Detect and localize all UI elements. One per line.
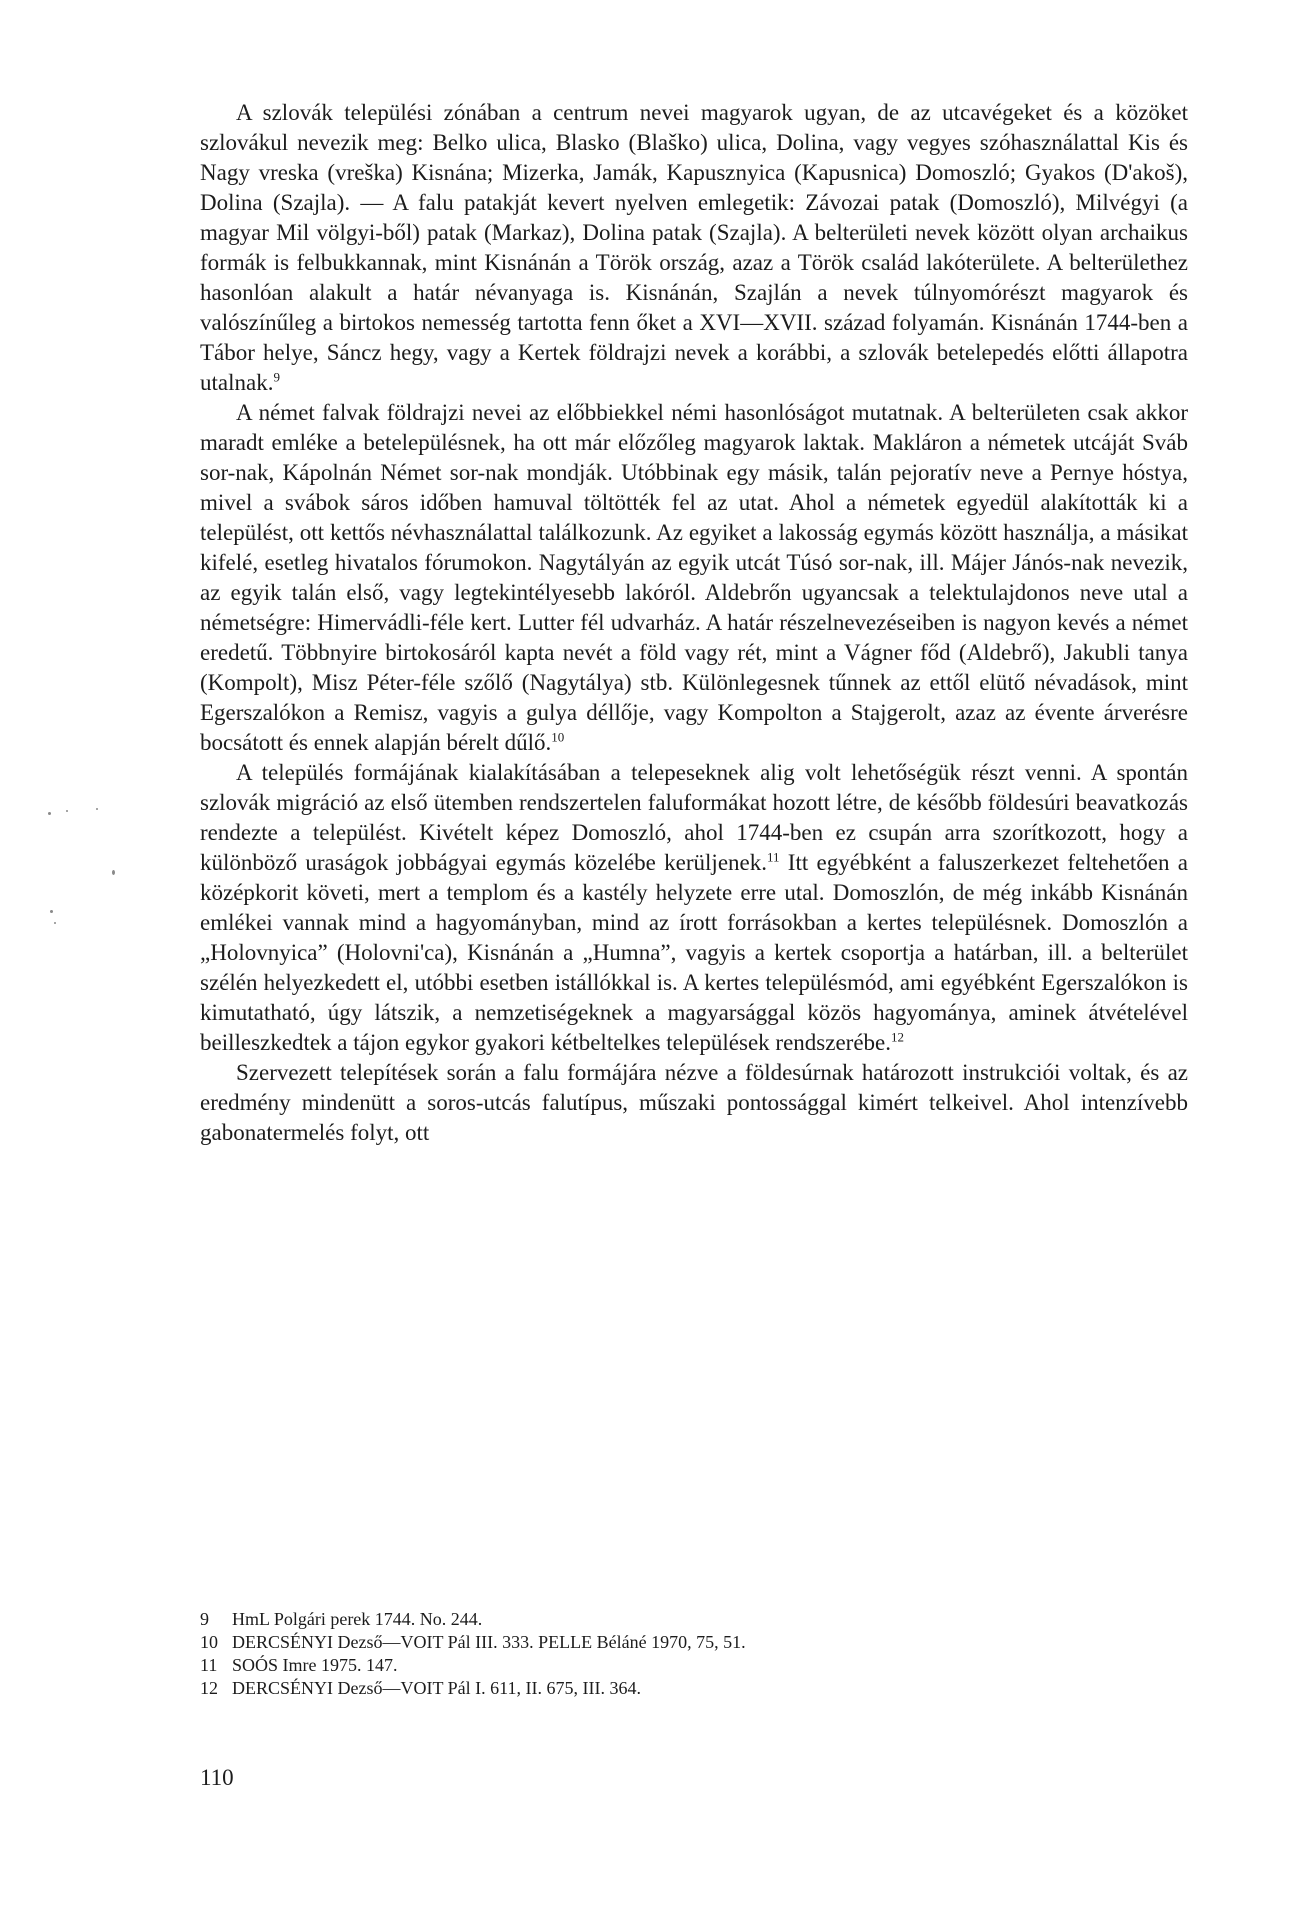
footnote-ref: 10 (551, 729, 565, 745)
body-text (200, 98, 1188, 1148)
paragraph-2 (200, 398, 1188, 758)
footnote-text: SOÓS Imre 1975. 147. (232, 1655, 398, 1675)
page-number: 110 (200, 1765, 234, 1790)
footnote (200, 1608, 1188, 1631)
paragraph-4 (200, 1058, 1188, 1148)
footnote-number: 12 (200, 1678, 218, 1698)
scan-speck (54, 922, 56, 924)
scan-speck (96, 808, 98, 810)
footnote-text: DERCSÉNYI Dezső—VOIT Pál III. 333. PELLE Béláné 1970, 75, 51. (232, 1632, 746, 1652)
footnote-text: HmL Polgári perek 1744. No. 244. (232, 1609, 483, 1629)
footnote (200, 1654, 1188, 1677)
footnote (200, 1677, 1188, 1700)
footnote-number: 10 (200, 1632, 218, 1652)
paragraph-text: A település formájának kialakításában a telepeseknek alig volt lehetőségük részt venni. A spontán szlovák migráció az első ütemben rendszertelen faluformákat hozott létre, de később földesúri beavatkozás rendezte a települést. Kivételt képez Domoszló, ahol 1744-ben ez csupán arra szorítkozott, hogy a különböző uraságok jobbágyai egymás közelébe kerüljenek. (200, 760, 1188, 875)
scan-speck (66, 810, 68, 812)
paragraph-3 (200, 758, 1188, 1058)
paragraph-text: Szervezett telepítések során a falu formájára nézve a földesúrnak határozott instrukciói voltak, és az eredmény mindenütt a soros-utcás falutípus, műszaki pontossággal kimért telkeivel. Ahol intenzívebb gabonatermelés folyt, ott (200, 1060, 1188, 1145)
scan-speck (112, 870, 115, 875)
scan-speck (48, 812, 51, 815)
footnote-ref: 11 (766, 849, 780, 865)
footnote-number: 9 (200, 1609, 209, 1629)
paragraph-1 (200, 98, 1188, 398)
footnote-ref: 12 (891, 1029, 904, 1045)
footnote-ref: 9 (273, 369, 280, 385)
footnote-number: 11 (200, 1655, 218, 1675)
scan-speck (50, 910, 53, 913)
paragraph-text: A német falvak földrajzi nevei az előbbiekkel némi hasonlóságot mutatnak. A belterületen csak akkor maradt emléke a betelepülésnek, ha ott már előzőleg magyarok laktak. Makláron a németek utcáját Sváb sor-nak, Kápolnán Német sor-nak mondják. Utóbbinak egy másik, talán pejoratív neve a Pernye hóstya, mivel a svábok sáros időben hamuval töltötték fel az utat. Ahol a németek egyedül alakították ki a települést, ott kettős névhasználattal találkozunk. Az egyiket a lakosság egymás között használja, a másikat kifelé, esetleg hivatalos fórumokon. Nagytályán az egyik utcát Túsó sor-nak, ill. Májer Jánós-nak nevezik, az egyik talán első, vagy legtekintélyesebb lakóról. Aldebrőn ugyancsak a telektulajdonos neve utal a németségre: Himervádli-féle kert. Lutter fél udvarház. A határ részelnevezéseiben is nagyon kevés a német eredetű. Többnyire birtokosáról kapta nevét a föld vagy rét, mint a Vágner főd (Aldebrő), Jakubli tanya (Kompolt), Misz Péter-féle szőlő (Nagytálya) stb. Különlegesnek tűnnek az ettől elütő névadások, mint Egerszalókon a Remisz, vagyis a gulya déllője, vagy Kompolton a Stajgerolt, azaz az évente árverésre bocsátott és ennek alapján bérelt dűlő. (200, 400, 1188, 755)
footnote (200, 1631, 1188, 1654)
paragraph-text: A szlovák települési zónában a centrum nevei magyarok ugyan, de az utcavégeket és a közöket szlovákul nevezik meg: Belko ulica, Blasko (Blaško) ulica, Dolina, vagy vegyes szóhasználattal Kis és Nagy vreska (vreška) Kisnána; Mizerka, Jamák, Kapusznyica (Kapusnica) Domoszló; Gyakos (D'akoš), Dolina (Szajla). — A falu patakját kevert nyelven emlegetik: Závozai patak (Domoszló), Milvégyi (a magyar Mil völgyi-ből) patak (Markaz), Dolina patak (Szajla). A belterületi nevek között olyan archaikus formák is felbukkannak, mint Kisnánán a Török ország, azaz a Török család lakóterülete. A belterülethez hasonlóan alakult a határ névanyaga is. Kisnánán, Szajlán a nevek túlnyomórészt magyarok és valószínűleg a birtokos nemesség tartotta fenn őket a XVI—XVII. század folyamán. Kisnánán 1744-ben a Tábor helye, Sáncz hegy, vagy a Kertek földrajzi nevek a korábbi, a szlovák betelepedés előtti állapotra utalnak. (200, 100, 1188, 395)
paragraph-text-continued: Itt egyébként a faluszerkezet feltehetően a középkorit követi, mert a templom és a kastély helyzete erre utal. Domoszlón, de még inkább Kisnánán emlékei vannak mind a hagyományban, mind az írott forrásokban a kertes településnek. Domoszlón a „Holovnyica” (Holovni'ca), Kisnánán a „Humna”, vagyis a kertek csoportja a határban, ill. a belterület szélén helyezkedett el, utóbbi esetben istállókkal is. A kertes településmód, ami egyébként Egerszalókon is kimutatható, úgy látszik, a nemzetiségeknek a magyarsággal közös hagyománya, aminek átvételével beilleszkedtek a tájon egykor gyakori kétbeltelkes települések rendszerébe. (200, 850, 1188, 1055)
footnote-text: DERCSÉNYI Dezső—VOIT Pál I. 611, II. 675, III. 364. (232, 1678, 641, 1698)
footnotes (200, 1608, 1188, 1700)
